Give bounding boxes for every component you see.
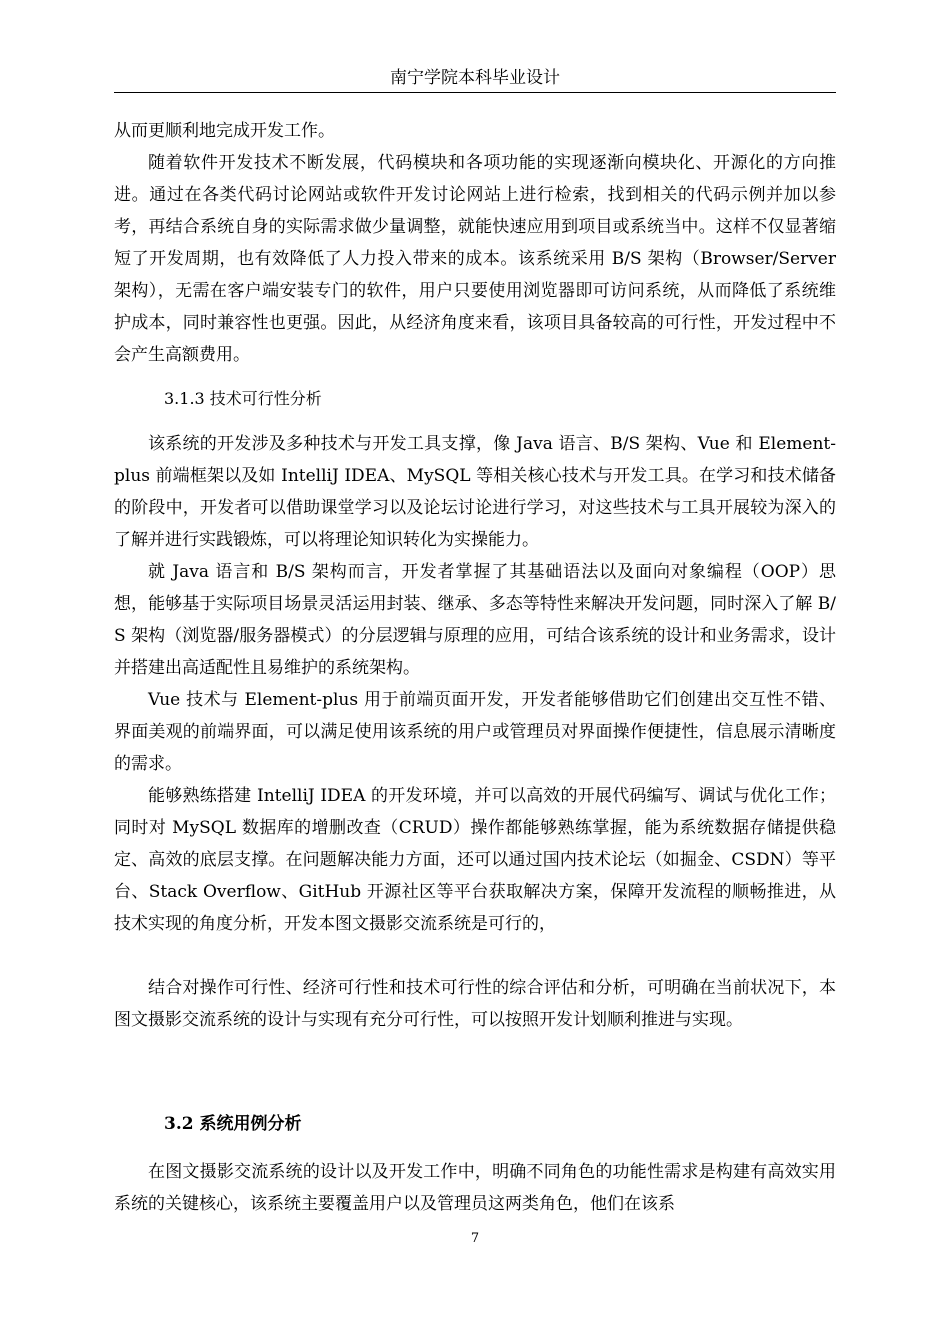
paragraph-java-bs: 就 Java 语言和 B/S 架构而言，开发者掌握了其基础语法以及面向对象编程（OOP）思想，能够基于实际项目场景灵活运用封装、继承、多态等特性来解决开发问题，同时深入了解 B/S 架构（浏览器/服务器模式）的分层逻辑与原理的应用，可结合该系统的设计和业务需求，设计并搭建出高适配性且易维护的系统架构。 [114,562,836,678]
paragraph-use-case-intro: 在图文摄影交流系统的设计以及开发工作中，明确不同角色的功能性需求是构建有高效实用系统的关键核心，该系统主要覆盖用户以及管理员这两类角色，他们在该系 [114,1162,836,1214]
paragraph-vue-element: Vue 技术与 Element-plus 用于前端页面开发，开发者能够借助它们创建出交互性不错、界面美观的前端界面，可以满足使用该系统的用户或管理员对界面操作便捷性，信息展示清晰度的需求。 [114,690,836,774]
header-rule [114,92,836,93]
page-number: 7 [470,1231,480,1246]
subsection-heading-3-1-3: 3.1.3 技术可行性分析 [164,389,322,408]
paragraph-continuation: 从而更顺利地完成开发工作。 [114,121,335,141]
paragraph-tech-overview: 该系统的开发涉及多种技术与开发工具支撑，像 Java 语言、B/S 架构、Vue 和 Element-plus 前端框架以及如 IntelliJ IDEA、MySQL 等相关核心技术与开发工具。在学习和技术储备的阶段中，开发者可以借助课堂学习以及论坛讨论进行学习，对这些技术与工具开展较为深入的了解并进行实践锻炼，可以将理论知识转化为实操能力。 [114,434,836,550]
section-heading-3-2: 3.2 系统用例分析 [164,1114,302,1134]
running-header: 南宁学院本科毕业设计 [390,68,560,88]
paragraph-economic-feasibility: 随着软件开发技术不断发展，代码模块和各项功能的实现逐渐向模块化、开源化的方向推进。通过在各类代码讨论网站或软件开发讨论网站上进行检索，找到相关的代码示例并加以参考，再结合系统自身的实际需求做少量调整，就能快速应用到项目或系统当中。这样不仅显著缩短了开发周期，也有效降低了人力投入带来的成本。该系统采用 B/S 架构（Browser/Server 架构），无需在客户端安装专门的软件，用户只要使用浏览器即可访问系统，从而降低了系统维护成本，同时兼容性也更强。因此，从经济角度来看，该项目具备较高的可行性，开发过程中不会产生高额费用。 [114,153,836,365]
paragraph-idea-mysql: 能够熟练搭建 IntelliJ IDEA 的开发环境，并可以高效的开展代码编写、调试与优化工作；同时对 MySQL 数据库的增删改查（CRUD）操作都能够熟练掌握，能为系统数据存储提供稳定、高效的底层支撑。在问题解决能力方面，还可以通过国内技术论坛（如掘金、CSDN）等平台、Stack Overflow、GitHub 开源社区等平台获取解决方案，保障开发流程的顺畅推进，从技术实现的角度分析，开发本图文摄影交流系统是可行的， [114,786,836,934]
paragraph-feasibility-summary: 结合对操作可行性、经济可行性和技术可行性的综合评估和分析，可明确在当前状况下，本图文摄影交流系统的设计与实现有充分可行性，可以按照开发计划顺利推进与实现。 [114,978,836,1030]
